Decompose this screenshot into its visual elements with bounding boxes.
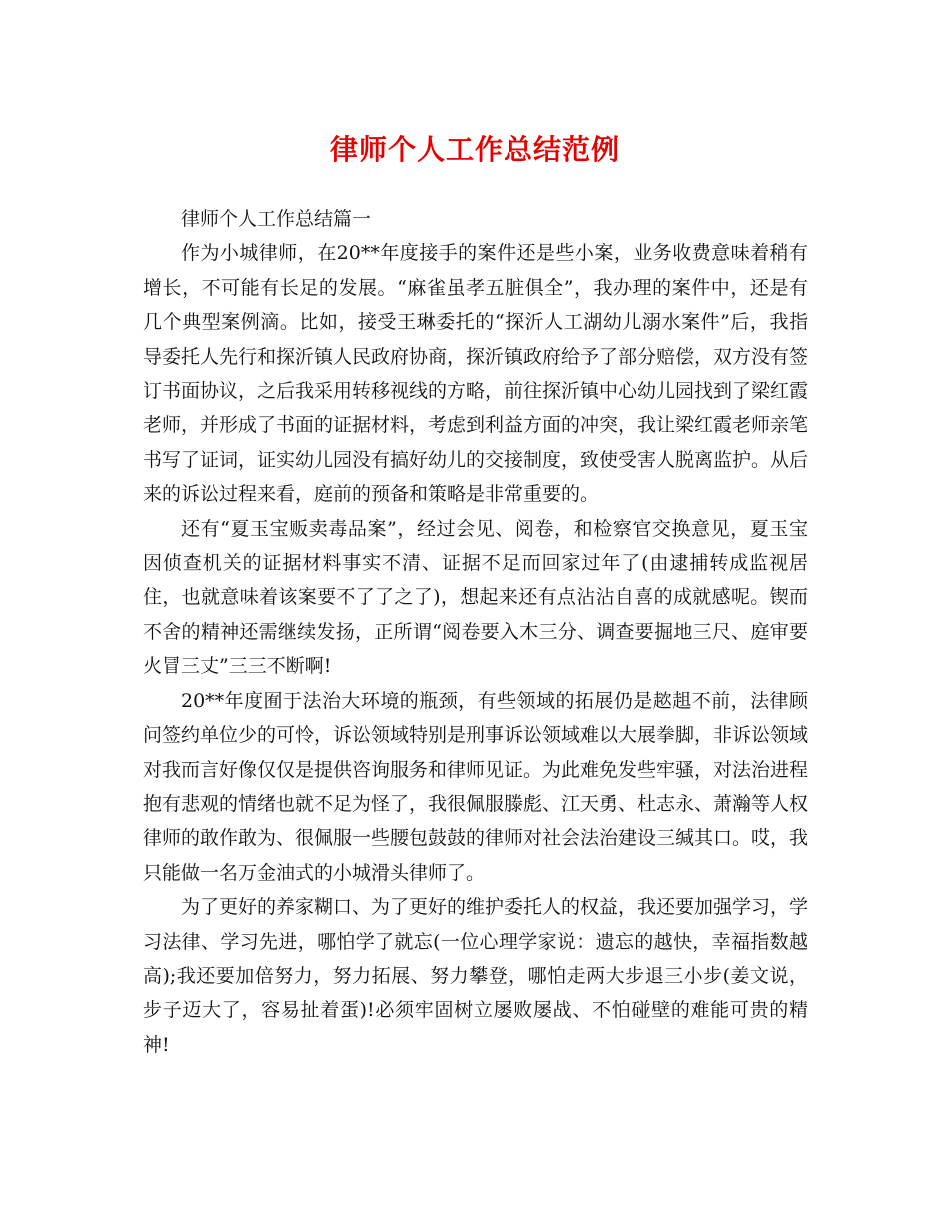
body-paragraph: 作为小城律师，在20**年度接手的案件还是些小案，业务收费意味着稍有增长，不可能有长足的发展。“麻雀虽孝五脏俱全”，我办理的案件中，还是有几个典型案例滴。比如，接受王琳委托的“探沂人工湖幼儿溺水案件”后，我指导委托人先行和探沂镇人民政府协商，探沂镇政府给予了部分赔偿，双方没有签订书面协议，之后我采用转移视线的方略，前往探沂镇中心幼儿园找到了梁红霞老师，并形成了书面的证据材料，考虑到利益方面的冲突，我让梁红霞老师亲笔书写了证词，证实幼儿园没有搞好幼儿的交接制度，致使受害人脱离监护。从后来的诉讼过程来看，庭前的预备和策略是非常重要的。 — [143, 242, 809, 506]
document-title: 律师个人工作总结范例 — [329, 133, 620, 166]
body-paragraph: 20**年度囿于法治大环境的瓶颈，有些领域的拓展仍是趑趄不前，法律顾问签约单位少的可怜，诉讼领域特别是刑事诉讼领域难以大展拳脚，非诉讼领域对我而言好像仅仅是提供咨询服务和律师见证。为此难免发些牢骚，对法治进程抱有悲观的情绪也就不足为怪了，我很佩服滕彪、江天勇、杜志永、萧瀚等人权律师的敢作敢为、很佩服一些腰包鼓鼓的律师对社会法治建设三缄其口。哎，我只能做一名万金油式的小城滑头律师了。 — [143, 689, 809, 884]
body-paragraph: 为了更好的养家糊口、为了更好的维护委托人的权益，我还要加强学习，学习法律、学习先进，哪怕学了就忘(一位心理学家说：遗忘的越快，幸福指数越高);我还要加倍努力，努力拓展、努力攀登，哪怕走两大步退三小步(姜文说，步子迈大了，容易扯着蛋)!必须牢固树立屡败屡战、不怕碰壁的难能可贵的精神! — [143, 896, 809, 1056]
body-paragraph: 还有“夏玉宝贩卖毒品案”，经过会见、阅卷，和检察官交换意见，夏玉宝因侦查机关的证据材料事实不清、证据不足而回家过年了(由逮捕转成监视居住，也就意味着该案要不了了之了)，想起来还有点沾沾自喜的成就感呢。锲而不舍的精神还需继续发扬，正所谓“阅卷要入木三分、调查要掘地三尺、庭审要火冒三丈”三三不断啊! — [143, 517, 808, 678]
document-body — [143, 202, 808, 1062]
section-heading: 律师个人工作总结篇一 — [181, 208, 372, 230]
